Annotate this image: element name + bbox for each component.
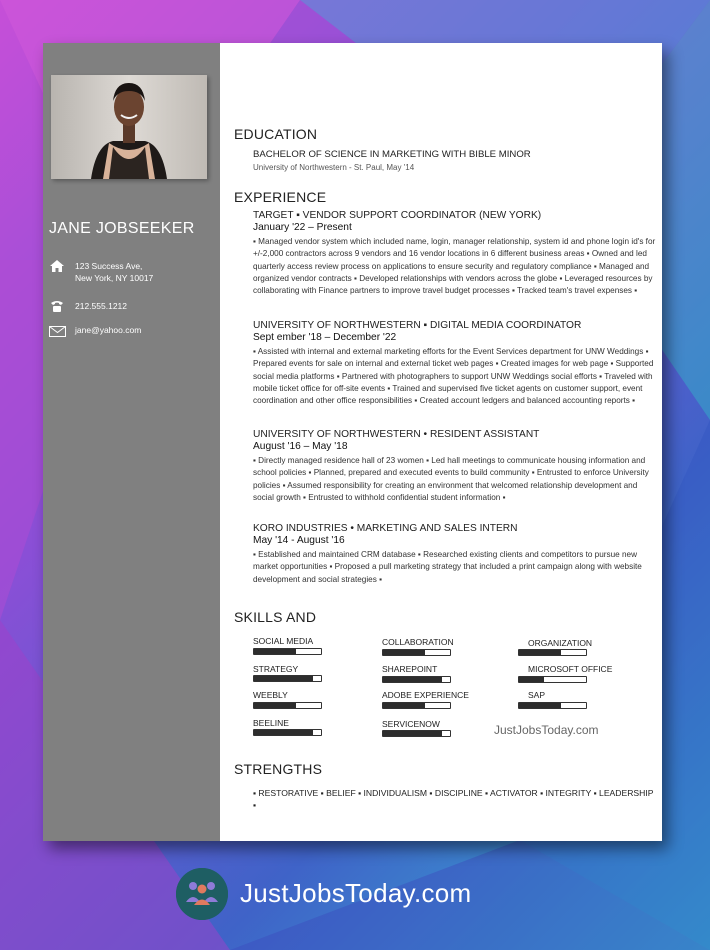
email-address: jane@yahoo.com [75, 325, 142, 335]
skill-bar-fill [519, 677, 544, 682]
skill-bar [382, 676, 451, 683]
skill-bar-fill [254, 703, 296, 708]
phone-icon [49, 299, 65, 313]
address-line-2: New York, NY 10017 [75, 273, 154, 283]
job-entry [253, 429, 657, 504]
resume-sidebar [43, 43, 220, 841]
job-entry [253, 523, 657, 586]
education-heading: EDUCATION [234, 126, 318, 142]
skill-bar [253, 648, 322, 655]
skill-bar-fill [383, 731, 442, 736]
phone-number: 212.555.1212 [75, 301, 127, 311]
skill-bar [382, 649, 451, 656]
skills-heading: SKILLS AND [234, 609, 317, 625]
profile-photo [51, 75, 207, 179]
skill-bar-fill [383, 703, 425, 708]
degree: BACHELOR OF SCIENCE IN MARKETING WITH BIBLE MINOR [253, 149, 531, 160]
skill-label: SOCIAL MEDIA [253, 636, 314, 646]
job-entry [253, 210, 657, 297]
skill-label: STRATEGY [253, 664, 299, 674]
strengths-list [253, 787, 657, 812]
skill-bar-fill [254, 649, 296, 654]
skill-label: SAP [528, 690, 546, 700]
skill-label: WEEBLY [253, 690, 288, 700]
job-dates: Sept ember '18 – December '22 [253, 332, 397, 343]
skill-bar-fill [383, 650, 425, 655]
school: University of Northwestern - St. Paul, May '14 [253, 163, 415, 172]
job-dates: January '22 – Present [253, 222, 352, 233]
skill-bar-fill [254, 730, 313, 735]
phone-block [49, 299, 219, 313]
skill-bar-fill [519, 703, 561, 708]
home-icon [49, 259, 65, 273]
skill-label: ORGANIZATION [528, 638, 593, 648]
watermark: JustJobsToday.com [494, 723, 599, 737]
job-description: ▪ Assisted with internal and external marketing efforts for the Event Services department for UNW Weddings ▪ Prepared events for sale on internal and external ticket web pages ▪ Created images for web page ▪ Supported social media platforms ▪ Partnered with photographers to support UNW Weddings social efforts ▪ Traveled with mobile ticket office for off-site events ▪ Trained and supervised five ticket agents on customer support, event coordination and other office responsibilities ▪ Created account ledgers and balanced accounting reports ▪ [253, 347, 654, 406]
skill-label: SHAREPOINT [382, 664, 438, 674]
skill-label: SERVICENOW [382, 719, 440, 729]
job-entry [253, 320, 657, 407]
job-description: ▪ Directly managed residence hall of 23 women ▪ Led hall meetings to communicate housing information and school policies ▪ Planned, prepared and executed events to build community ▪ Entrusted to enforce University policies ▪ Assumed responsibility for creating an environment that welcomed relationship development and social growth ▪ Entrusted to withhold confidential student information ▪ [253, 456, 649, 502]
job-title: UNIVERSITY OF NORTHWESTERN ▪ DIGITAL MEDIA COORDINATOR [253, 320, 582, 331]
job-title: UNIVERSITY OF NORTHWESTERN • RESIDENT ASSISTANT [253, 429, 540, 440]
skill-label: MICROSOFT OFFICE [528, 664, 613, 674]
skill-bar [518, 676, 587, 683]
envelope-icon [49, 326, 65, 340]
skill-bar-fill [519, 650, 561, 655]
skill-label: COLLABORATION [382, 637, 454, 647]
strengths-heading: STRENGTHS [234, 761, 323, 777]
email-block [49, 324, 219, 338]
address-line-1: 123 Success Ave, [75, 261, 143, 271]
job-description: ▪ Managed vendor system which included name, login, manager relationship, system id and phone login id's for +/-2,000 contractors across 9 vendors and 16 vendor locations in 6 different business areas ▪ Owned and led quarterly access review process on applications to ensure security and regulatory compliance ▪ Managed and organized vendor contracts ▪ Developed relationships with vendors across the globe ▪ Leveraged resources by collaborating with Finance partners to improve travel budget processes ▪ Tracked team's travel expenses ▪ [253, 237, 656, 296]
skill-bar-fill [383, 677, 442, 682]
skill-bar [382, 730, 451, 737]
skill-bar [518, 702, 587, 709]
job-dates: May '14 - August '16 [253, 535, 345, 546]
skill-bar [253, 702, 322, 709]
resume-page [43, 43, 662, 841]
skill-bar-fill [254, 676, 313, 681]
footer-brand[interactable]: JustJobsToday.com [240, 878, 472, 908]
skill-label: BEELINE [253, 718, 289, 728]
skill-bar [253, 675, 322, 682]
experience-heading: EXPERIENCE [234, 189, 327, 205]
job-dates: August '16 – May '18 [253, 441, 348, 452]
skill-bar [382, 702, 451, 709]
skill-bar [518, 649, 587, 656]
address-block [49, 259, 219, 285]
job-description: ▪ Established and maintained CRM database ▪ Researched existing clients and competitors to pursue new market opportunities ▪ Proposed a pull marketing strategy that included a print campaign along with website development and social strategies ▪ [253, 550, 642, 584]
skill-label: ADOBE EXPERIENCE [382, 690, 469, 700]
job-title: TARGET ▪ VENDOR SUPPORT COORDINATOR (NEW YORK) [253, 210, 542, 221]
education-entry [253, 149, 657, 173]
skill-bar [253, 729, 322, 736]
people-group-logo [176, 868, 228, 920]
candidate-name: JANE JOBSEEKER [49, 220, 195, 237]
strengths-text: ▪ RESTORATIVE ▪ BELIEF ▪ INDIVIDUALISM ▪ DISCIPLINE ▪ ACTIVATOR ▪ INTEGRITY ▪ LEADERSHIP ▪ [253, 788, 654, 811]
job-title: KORO INDUSTRIES • MARKETING AND SALES INTERN [253, 523, 518, 534]
